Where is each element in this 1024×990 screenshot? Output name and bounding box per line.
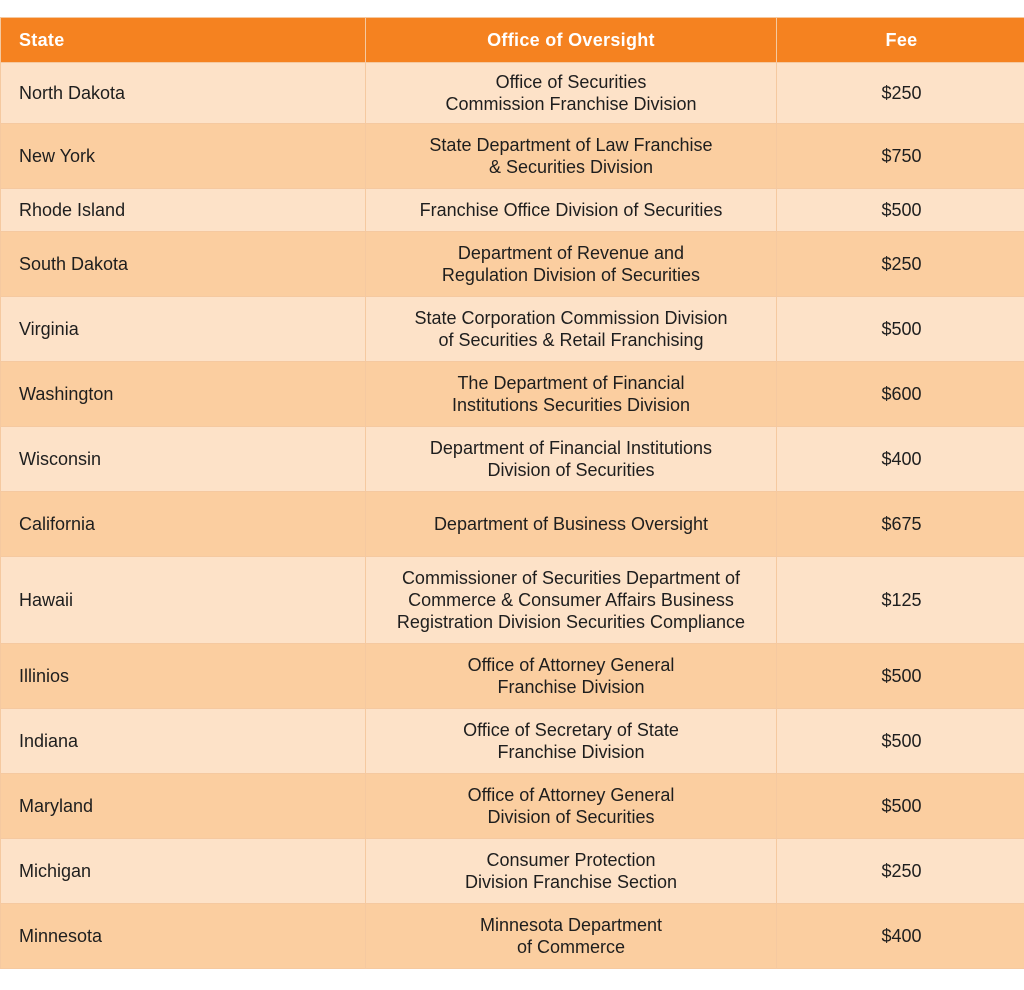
state-cell: North Dakota	[1, 63, 366, 124]
state-cell: New York	[1, 124, 366, 189]
table-header-row	[1, 18, 1024, 63]
office-line: Regulation Division of Securities	[441, 265, 701, 285]
office-line: Division Franchise Section	[464, 872, 678, 892]
office-line: State Department of Law Franchise	[429, 135, 713, 155]
office-line: Institutions Securities Division	[451, 395, 691, 415]
office-cell	[366, 63, 777, 124]
table-row	[1, 774, 1024, 839]
office-line: Division of Securities	[487, 807, 655, 827]
office-line: The Department of Financial	[457, 373, 685, 393]
state-cell: Virginia	[1, 297, 366, 362]
state-cell: South Dakota	[1, 232, 366, 297]
office-line: Department of Revenue and	[457, 243, 685, 263]
office-line: Franchise Division	[497, 677, 645, 697]
table-row	[1, 232, 1024, 297]
office-line: Franchise Office Division of Securities	[419, 200, 723, 220]
header-office-of-oversight: Office of Oversight	[366, 18, 777, 63]
table-row	[1, 839, 1024, 904]
office-line: & Securities Division	[488, 157, 654, 177]
office-cell	[366, 774, 777, 839]
office-line: Office of Secretary of State	[463, 720, 679, 740]
office-line: Office of Attorney General	[467, 785, 675, 805]
office-cell	[366, 904, 777, 969]
fee-cell: $250	[777, 63, 1024, 124]
table-row	[1, 427, 1024, 492]
office-cell	[366, 839, 777, 904]
office-cell	[366, 427, 777, 492]
table-row	[1, 124, 1024, 189]
fee-cell: $675	[777, 492, 1024, 557]
office-line: of Commerce	[516, 937, 626, 957]
table-row	[1, 362, 1024, 427]
table-row	[1, 297, 1024, 362]
fee-cell: $500	[777, 297, 1024, 362]
office-line: Commission Franchise Division	[445, 94, 697, 114]
office-line: Consumer Protection	[486, 850, 656, 870]
office-line: of Securities & Retail Franchising	[438, 330, 704, 350]
fee-cell: $400	[777, 427, 1024, 492]
office-line: Commissioner of Securities Department of	[401, 568, 741, 588]
state-cell: Minnesota	[1, 904, 366, 969]
fee-cell: $125	[777, 557, 1024, 644]
office-cell	[366, 557, 777, 644]
table-row	[1, 492, 1024, 557]
fee-cell: $600	[777, 362, 1024, 427]
office-line: Commerce & Consumer Affairs Business	[408, 590, 734, 610]
fee-cell: $500	[777, 774, 1024, 839]
office-line: Division of Securities	[487, 460, 655, 480]
fee-cell: $400	[777, 904, 1024, 969]
table-row	[1, 709, 1024, 774]
office-line: Minnesota Department	[479, 915, 663, 935]
state-cell: Illinios	[1, 644, 366, 709]
table-row	[1, 189, 1024, 232]
office-line: Office of Securities	[495, 72, 647, 92]
header-fee: Fee	[777, 18, 1024, 63]
state-cell: Michigan	[1, 839, 366, 904]
state-cell: Wisconsin	[1, 427, 366, 492]
office-cell	[366, 232, 777, 297]
state-cell: California	[1, 492, 366, 557]
state-cell: Indiana	[1, 709, 366, 774]
table-row	[1, 644, 1024, 709]
office-line: Franchise Division	[497, 742, 645, 762]
office-cell	[366, 297, 777, 362]
office-cell	[366, 124, 777, 189]
franchise-fee-table	[0, 17, 1024, 969]
fee-cell: $250	[777, 232, 1024, 297]
office-line: Department of Financial Institutions	[429, 438, 713, 458]
state-cell: Rhode Island	[1, 189, 366, 232]
fee-cell: $500	[777, 189, 1024, 232]
office-line: Office of Attorney General	[467, 655, 675, 675]
fee-cell: $500	[777, 709, 1024, 774]
state-cell: Maryland	[1, 774, 366, 839]
office-cell	[366, 644, 777, 709]
table-row	[1, 557, 1024, 644]
office-line: Department of Business Oversight	[433, 514, 709, 534]
state-cell: Washington	[1, 362, 366, 427]
office-line: Registration Division Securities Compliance	[396, 612, 746, 632]
state-cell: Hawaii	[1, 557, 366, 644]
fee-cell: $500	[777, 644, 1024, 709]
office-cell	[366, 492, 777, 557]
fee-cell: $750	[777, 124, 1024, 189]
header-state: State	[1, 18, 366, 63]
office-cell	[366, 709, 777, 774]
fee-cell: $250	[777, 839, 1024, 904]
office-line: State Corporation Commission Division	[414, 308, 728, 328]
table-body	[1, 63, 1024, 969]
office-cell	[366, 362, 777, 427]
table-row	[1, 63, 1024, 124]
table-row	[1, 904, 1024, 969]
office-cell	[366, 189, 777, 232]
